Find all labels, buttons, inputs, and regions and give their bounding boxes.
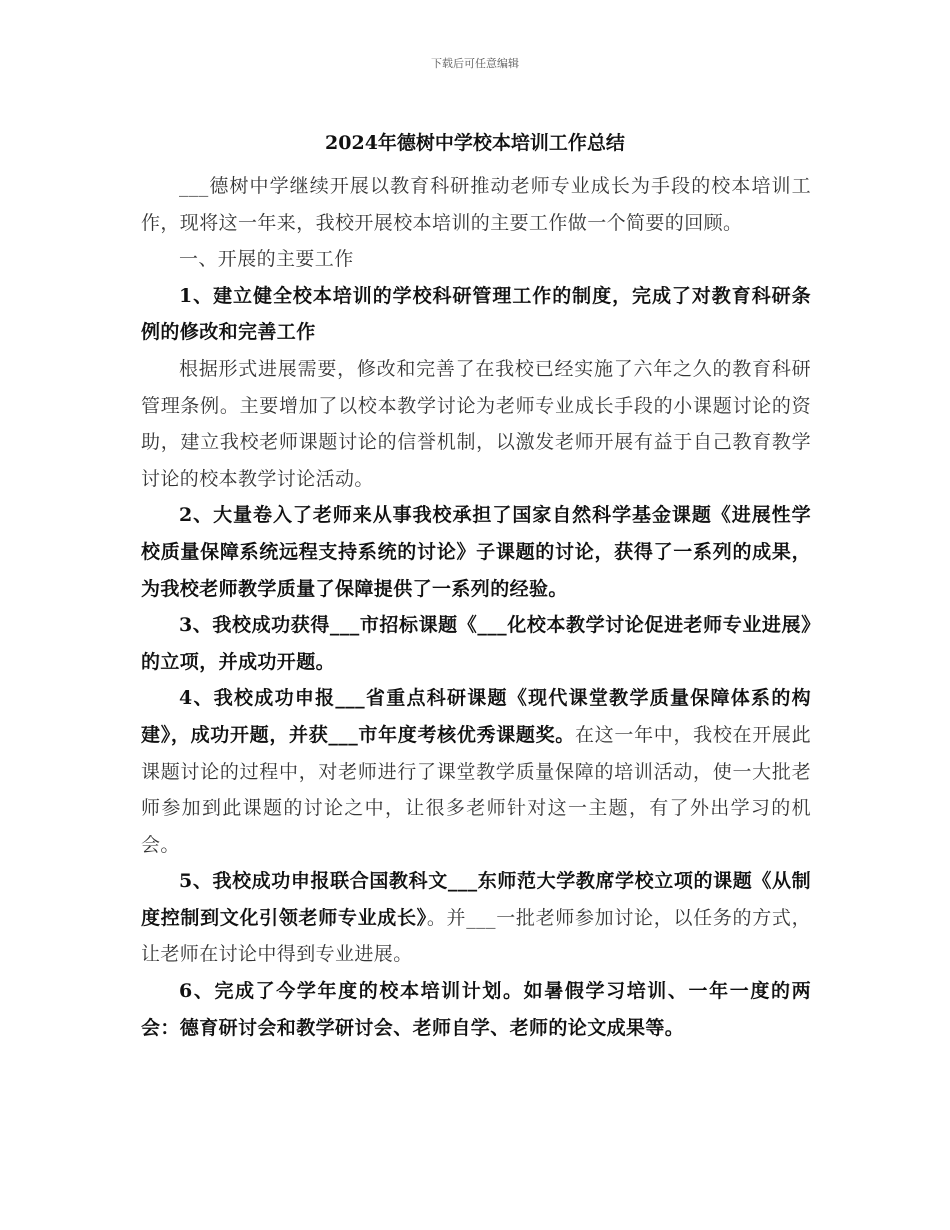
item-3: [141, 607, 811, 680]
item-2: [141, 497, 811, 607]
paragraph-text: 在这一年中，我校在开展此课题讨论的过程中，对老师进行了课堂教学质量保障的培训活动，使一大批老师参加到此课题的讨论之中，让很多老师针对这一主题，有了外出学习的机会。: [141, 723, 811, 856]
section-heading: [141, 241, 811, 278]
paragraph-bold-text: 4、我校成功申报___省重点科研课题《现代课堂教学质量保障体系的构建》，成功开题，并获___市年度考核优秀课题奖。: [141, 687, 811, 746]
paragraph-text: 一、开展的主要工作: [179, 248, 354, 271]
item-6: [141, 973, 811, 1046]
item-1-heading: [141, 278, 811, 351]
document-body: [141, 168, 811, 1046]
intro-paragraph: [141, 168, 811, 241]
item-5: [141, 863, 811, 973]
item-4: [141, 680, 811, 863]
paragraph-text: 6、完成了今学年度的校本培训计划。如暑假学习培训、一年一度的两会：德育研讨会和教学研讨会、老师自学、老师的论文成果等。: [141, 980, 811, 1039]
paragraph-text: 3、我校成功获得___市招标课题《___化校本教学讨论促进老师专业进展》的立项，并成功开题。: [141, 614, 811, 673]
paragraph-text: 1、建立健全校本培训的学校科研管理工作的制度，完成了对教育科研条例的修改和完善工作: [141, 284, 811, 344]
paragraph-text: 2、大量卷入了老师来从事我校承担了国家自然科学基金课题《进展性学校质量保障系统远程支持系统的讨论》子课题的讨论，获得了一系列的成果，为我校老师教学质量了保障提供了一系列的经验。: [141, 504, 811, 600]
paragraph-text: 根据形式进展需要，修改和完善了在我校已经实施了六年之久的教育科研管理条例。主要增加了以校本教学讨论为老师专业成长手段的小课题讨论的资助，建立我校老师课题讨论的信誉机制，以激发老师开展有益于自己教育教学讨论的校本教学讨论活动。: [141, 357, 811, 490]
paragraph-text: 。并___一批老师参加讨论，以任务的方式，让老师在讨论中得到专业进展。: [141, 906, 811, 966]
paragraph-bold-text: 5、我校成功申报联合国教科文___东师范大学教席学校立项的课题《从制度控制到文化引领老师专业成长》: [141, 870, 811, 929]
header-note: 下载后可任意编辑: [431, 57, 519, 70]
item-1-body: [141, 351, 811, 497]
paragraph-text: ___德树中学继续开展以教育科研推动老师专业成长为手段的校本培训工作，现将这一年来，我校开展校本培训的主要工作做一个简要的回顾。: [141, 175, 811, 234]
document-title: 2024年德树中学校本培训工作总结: [325, 132, 625, 154]
